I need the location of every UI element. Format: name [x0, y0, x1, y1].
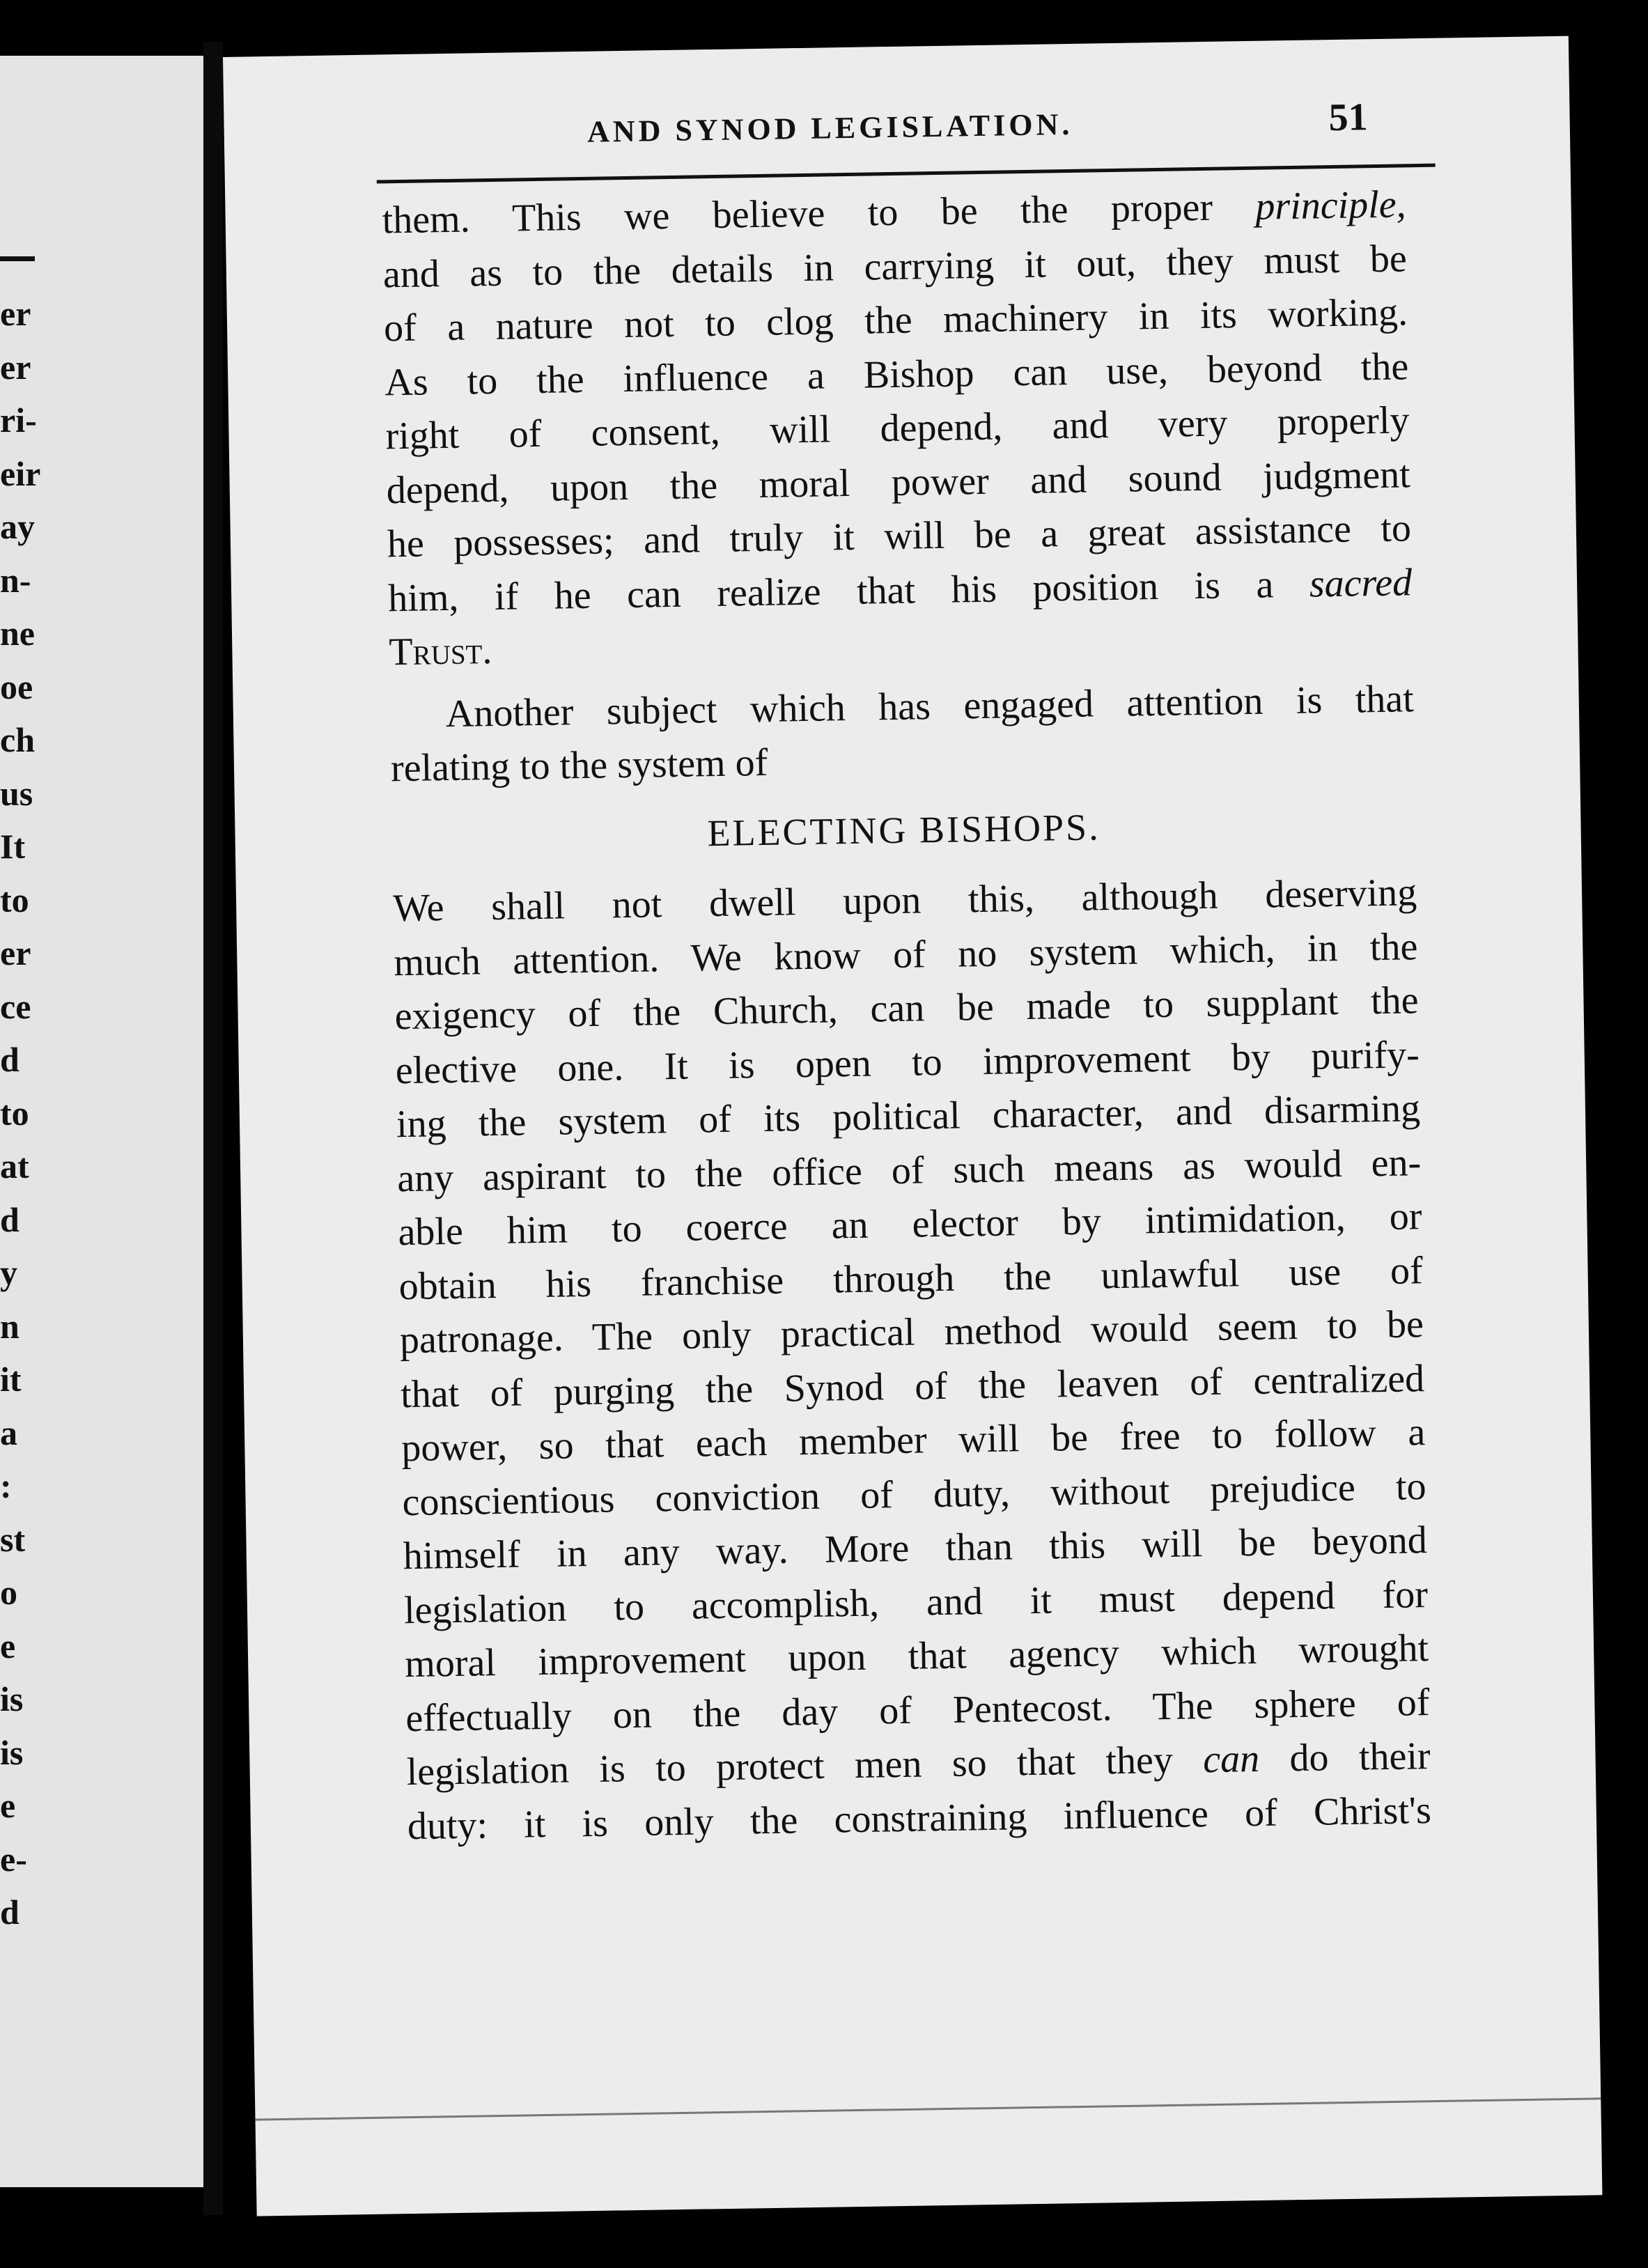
- left-page-text-fragment: n-: [0, 560, 31, 600]
- text-line: patronage. The only practical method would seem to be: [399, 1303, 1424, 1362]
- text-line: effectually on the day of Pentecost. The sphere of: [405, 1680, 1430, 1740]
- text-line: duty: it is only the constraining influence of Christ's: [407, 1788, 1432, 1848]
- text-line: of a nature not to clog the machinery in its working.: [383, 290, 1408, 350]
- left-page-text-fragment: to: [0, 1093, 29, 1133]
- text-line: he possesses; and truly it will be a great assistance to: [387, 506, 1412, 566]
- left-page-rule: [0, 256, 35, 261]
- paragraph: [389, 672, 1415, 796]
- left-page-text-fragment: o: [0, 1573, 17, 1612]
- left-page-text-fragment: er: [0, 347, 31, 387]
- left-page-text-fragment: it: [0, 1360, 22, 1399]
- text-line: himself in any way. More than this will be beyond: [403, 1519, 1428, 1578]
- text-line: obtain his franchise through the unlawful use of: [398, 1248, 1424, 1308]
- text-line: any aspirant to the office of such means as would en-: [396, 1140, 1422, 1200]
- text-line: legislation to accomplish, and it must depend for: [403, 1572, 1429, 1632]
- text-line: power, so that each member will be free to follow a: [401, 1411, 1426, 1470]
- left-page-text-fragment: er: [0, 294, 31, 333]
- text-line: elective one. It is open to improvement by purify-: [395, 1032, 1420, 1092]
- left-page-text-fragment: ay: [0, 507, 35, 546]
- left-page-text-fragment: us: [0, 773, 33, 813]
- left-page-text-fragment: ri-: [0, 401, 37, 440]
- left-page-text-fragment: n: [0, 1306, 20, 1346]
- left-page-text-fragment: er: [0, 933, 31, 972]
- left-page-text-fragment: d: [0, 1199, 20, 1239]
- text-line: conscientious conviction of duty, without prejudice to: [402, 1464, 1427, 1524]
- left-page-text-fragment: d: [0, 1893, 20, 1932]
- left-page-text-fragment: y: [0, 1253, 17, 1292]
- left-page-text-fragment: e: [0, 1626, 16, 1665]
- left-page-text-fragment: to: [0, 880, 29, 919]
- left-page-text-fragment: oe: [0, 667, 33, 706]
- book-gutter: [203, 42, 223, 2215]
- left-page-text-fragment: ce: [0, 986, 31, 1026]
- left-page-text-fragment: a: [0, 1413, 17, 1452]
- section-heading: ELECTING BISHOPS.: [707, 805, 1101, 854]
- text-line: depend, upon the moral power and sound judgment: [386, 452, 1411, 512]
- left-page-text-fragment: d: [0, 1040, 20, 1079]
- text-line: exigency of the Church, can be made to supplant the: [394, 979, 1419, 1039]
- text-line: much attention. We know of no system which, in the: [393, 924, 1418, 984]
- page-number: 51: [1328, 95, 1369, 140]
- body-text: [382, 178, 1431, 1854]
- text-line: We shall not dwell upon this, although deserving: [392, 871, 1417, 931]
- page-bottom-edge: [255, 2097, 1601, 2120]
- text-line: legislation is to protect men so that they can do their: [406, 1734, 1431, 1794]
- text-line: that of purging the Synod of the leaven of centralized: [400, 1356, 1425, 1416]
- text-line: relating to the system of: [390, 740, 768, 791]
- text-line: As to the influence a Bishop can use, beyond the: [384, 344, 1409, 404]
- text-line: right of consent, will depend, and very properly: [385, 398, 1410, 458]
- text-line: Trust.: [388, 629, 492, 674]
- left-page-text-fragment: eir: [0, 453, 41, 493]
- left-page-text-fragment: It: [0, 827, 26, 866]
- paragraph-continued: [382, 178, 1413, 680]
- left-page-text-fragment: :: [0, 1466, 12, 1505]
- text-line: and as to the details in carrying it out, they must be: [382, 236, 1408, 296]
- text-line: them. This we believe to be the proper principle,: [382, 182, 1407, 242]
- text-line: ing the system of its political character, and disarming: [396, 1087, 1421, 1147]
- left-page-text-fragment: at: [0, 1147, 29, 1186]
- left-page-text-fragment: e-: [0, 1839, 27, 1879]
- page-51: [223, 36, 1602, 2216]
- text-line: him, if he can realize that his position is a sacred: [387, 560, 1413, 620]
- text-line: Another subject which has engaged attention is that: [445, 676, 1415, 736]
- left-page-fragment: [0, 56, 203, 2187]
- left-page-text-fragment: is: [0, 1732, 24, 1772]
- text-line: moral improvement upon that agency which wrought: [404, 1626, 1429, 1686]
- running-head: AND SYNOD LEGISLATION.: [586, 107, 1073, 149]
- left-page-text-fragment: ch: [0, 720, 35, 759]
- paragraph: [393, 866, 1432, 1854]
- left-page-text-fragment: ne: [0, 614, 35, 653]
- left-page-text-fragment: st: [0, 1519, 26, 1559]
- left-page-text-fragment: e: [0, 1786, 16, 1825]
- text-line: able him to coerce an elector by intimidation, or: [398, 1195, 1422, 1255]
- left-page-text-fragment: is: [0, 1679, 24, 1718]
